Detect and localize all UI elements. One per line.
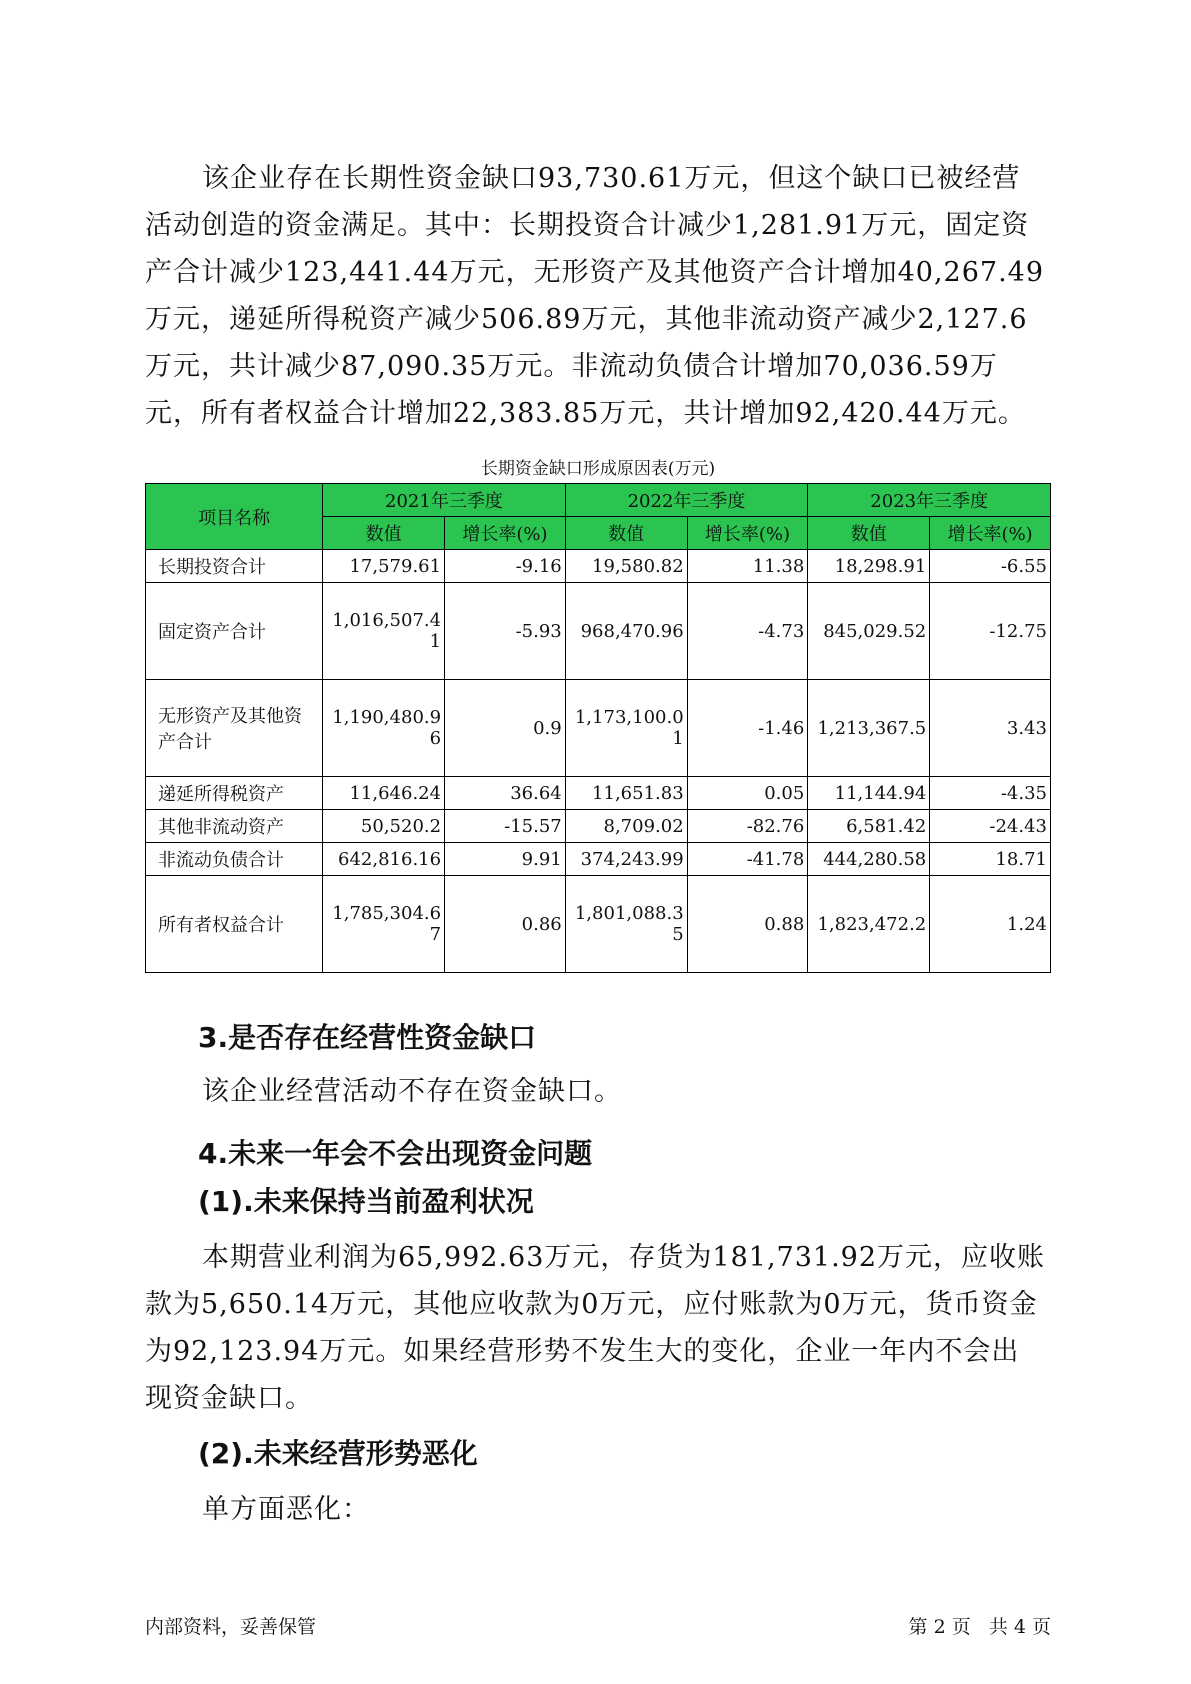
table-row	[146, 876, 1051, 973]
cell-value: 1,213,367.5	[808, 680, 930, 777]
table-row	[146, 777, 1051, 810]
cell-value: 11,144.94	[808, 777, 930, 810]
section4-heading: 4.未来一年会不会出现资金问题	[198, 1137, 593, 1170]
long-term-gap-table	[145, 483, 1051, 973]
value-header: 数值	[808, 517, 930, 550]
cell-value: 642,816.16	[323, 843, 445, 876]
cell-value: 1,801,088.35	[565, 876, 687, 973]
cell-value: 1,785,304.67	[323, 876, 445, 973]
section4-sub2-text: 单方面恶化：	[202, 1494, 370, 1525]
cell-value: 11,651.83	[565, 777, 687, 810]
cell-growth: -4.73	[687, 583, 808, 680]
growth-header: 增长率(%)	[687, 517, 808, 550]
period-header-2021: 2021年三季度	[323, 484, 566, 517]
cell-value: 18,298.91	[808, 550, 930, 583]
period-header-2022: 2022年三季度	[565, 484, 808, 517]
row-name: 其他非流动资产	[146, 810, 323, 843]
cell-growth: -4.35	[930, 777, 1051, 810]
growth-header: 增长率(%)	[930, 517, 1051, 550]
row-name: 所有者权益合计	[146, 876, 323, 973]
cell-value: 374,243.99	[565, 843, 687, 876]
intro-paragraph: 该企业存在长期性资金缺口93,730.61万元，但这个缺口已被经营活动创造的资金满足。其中：长期投资合计减少1,281.91万元，固定资产合计减少123,441.44万元，无形资产及其他资产合计增加40,267.49万元，递延所得税资产减少506.89万元，其他非流动资产减少2,127.6万元，共计减少87,090.35万元。非流动负债合计增加70,036.59万元，所有者权益合计增加22,383.85万元，共计增加92,420.44万元。	[145, 163, 1045, 429]
cell-growth: 0.86	[445, 876, 566, 973]
cell-growth: 18.71	[930, 843, 1051, 876]
section3-heading: 3.是否存在经营性资金缺口	[198, 1021, 537, 1054]
row-name: 长期投资合计	[146, 550, 323, 583]
cell-value: 1,190,480.96	[323, 680, 445, 777]
cell-growth: -5.93	[445, 583, 566, 680]
section4-sub2-heading: (2).未来经营形势恶化	[198, 1437, 478, 1470]
row-name: 无形资产及其他资产合计	[146, 680, 323, 777]
cell-growth: 0.88	[687, 876, 808, 973]
row-name: 递延所得税资产	[146, 777, 323, 810]
cell-value: 1,823,472.2	[808, 876, 930, 973]
cell-growth: 0.9	[445, 680, 566, 777]
cell-value: 968,470.96	[565, 583, 687, 680]
table-caption: 长期资金缺口形成原因表(万元)	[480, 459, 716, 479]
section4-sub1-text: 本期营业利润为65,992.63万元，存货为181,731.92万元，应收账款为5,650.14万元，其他应收款为0万元，应付账款为0万元，货币资金为92,123.94万元。如果经营形势不发生大的变化，企业一年内不会出现资金缺口。	[145, 1242, 1046, 1414]
cell-value: 11,646.24	[323, 777, 445, 810]
table-row	[146, 550, 1051, 583]
cell-growth: 36.64	[445, 777, 566, 810]
cell-growth: -15.57	[445, 810, 566, 843]
cell-value: 1,173,100.01	[565, 680, 687, 777]
cell-growth: -9.16	[445, 550, 566, 583]
cell-value: 19,580.82	[565, 550, 687, 583]
period-header-2023: 2023年三季度	[808, 484, 1051, 517]
cell-value: 8,709.02	[565, 810, 687, 843]
cell-growth: 11.38	[687, 550, 808, 583]
cell-value: 50,520.2	[323, 810, 445, 843]
table-row	[146, 583, 1051, 680]
cell-growth: -1.46	[687, 680, 808, 777]
item-name-header: 项目名称	[146, 484, 323, 550]
cell-value: 17,579.61	[323, 550, 445, 583]
cell-growth: -41.78	[687, 843, 808, 876]
footer-page-number: 第 2 页 共 4 页	[908, 1616, 1051, 1638]
cell-growth: 1.24	[930, 876, 1051, 973]
cell-value: 444,280.58	[808, 843, 930, 876]
cell-growth: -24.43	[930, 810, 1051, 843]
cell-growth: 9.91	[445, 843, 566, 876]
value-header: 数值	[323, 517, 445, 550]
section4-sub1-heading: (1).未来保持当前盈利状况	[198, 1185, 534, 1218]
footer-left: 内部资料，妥善保管	[145, 1616, 317, 1638]
cell-growth: -82.76	[687, 810, 808, 843]
table-row	[146, 810, 1051, 843]
section3-text: 该企业经营活动不存在资金缺口。	[202, 1076, 622, 1107]
cell-value: 1,016,507.41	[323, 583, 445, 680]
growth-header: 增长率(%)	[445, 517, 566, 550]
cell-value: 845,029.52	[808, 583, 930, 680]
cell-value: 6,581.42	[808, 810, 930, 843]
row-name: 非流动负债合计	[146, 843, 323, 876]
cell-growth: -12.75	[930, 583, 1051, 680]
value-header: 数值	[565, 517, 687, 550]
row-name: 固定资产合计	[146, 583, 323, 680]
cell-growth: 0.05	[687, 777, 808, 810]
table-row	[146, 843, 1051, 876]
cell-growth: -6.55	[930, 550, 1051, 583]
cell-growth: 3.43	[930, 680, 1051, 777]
table-row	[146, 680, 1051, 777]
